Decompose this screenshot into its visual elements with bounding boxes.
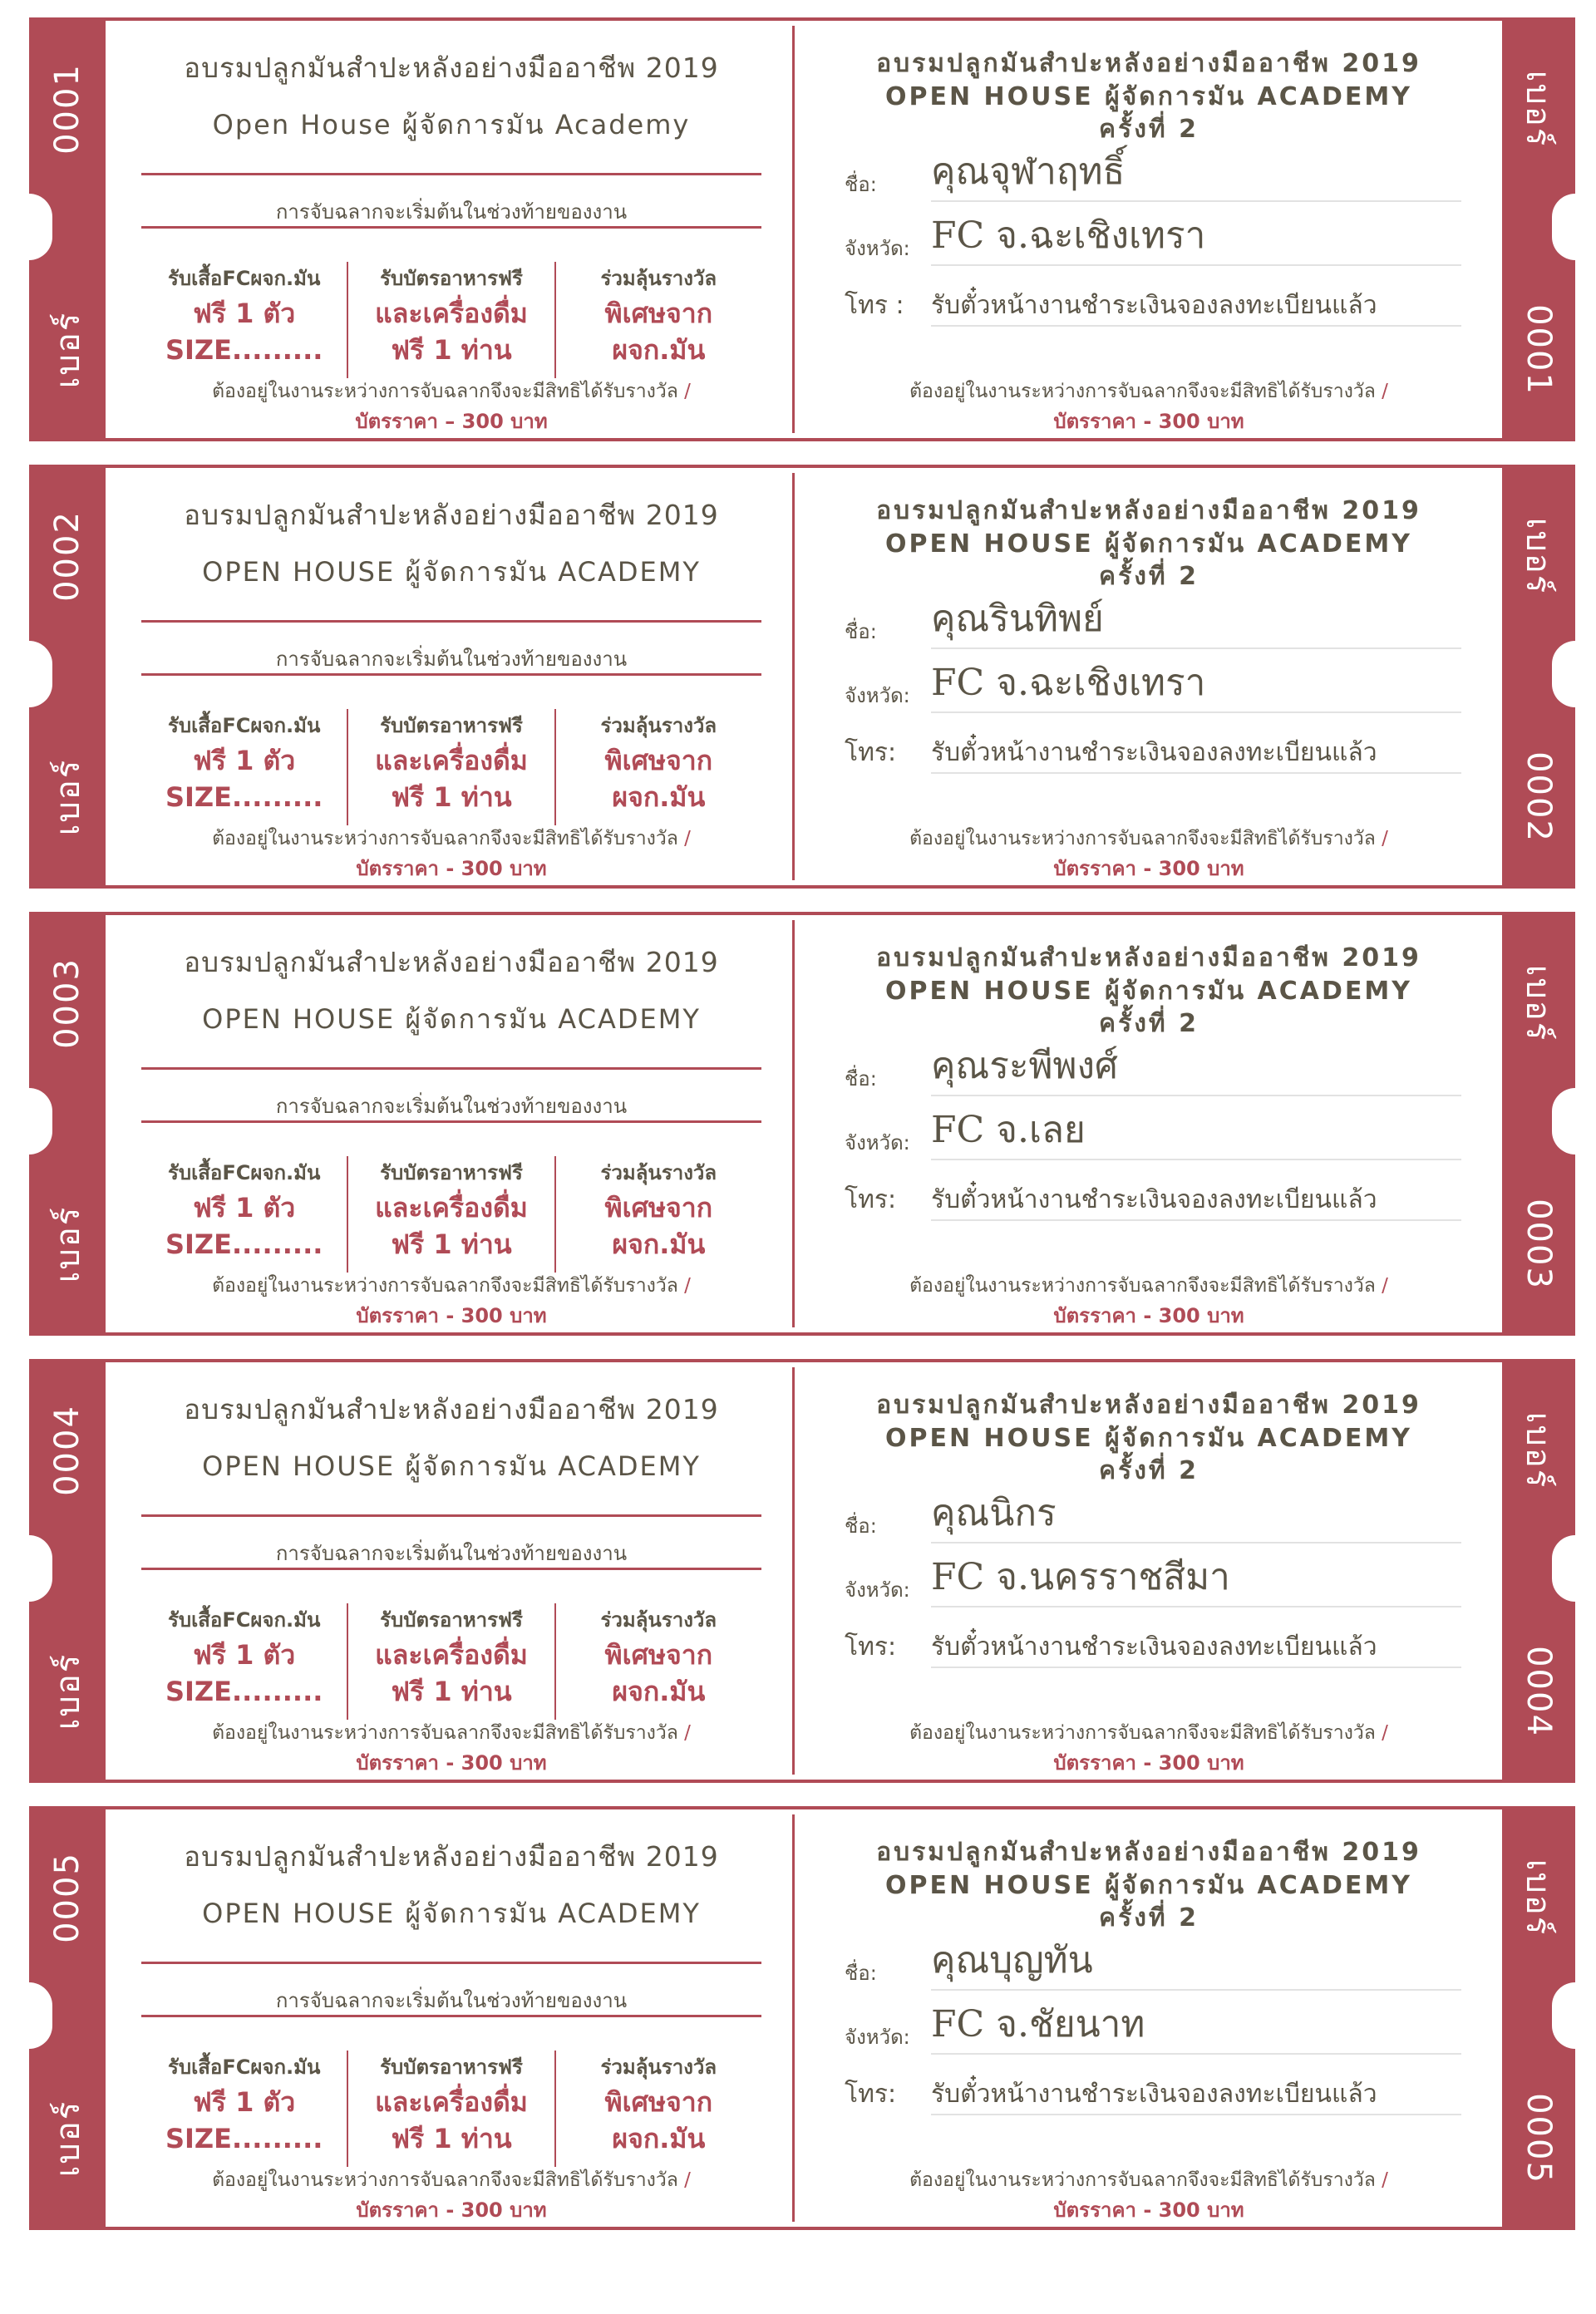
benefit-line: พิเศษจาก xyxy=(604,745,713,776)
footer-note-text: ต้องอยู่ในงานระหว่างการจับฉลากจึงจะมีสิทธิได้รับรางวัล xyxy=(212,2169,678,2191)
phone-field xyxy=(845,278,1461,328)
footer-note-text: ต้องอยู่ในงานระหว่างการจับฉลากจึงจะมีสิทธิได้รับรางวัล xyxy=(909,1275,1376,1297)
ticket-number-label: เบอร์ xyxy=(49,1652,87,1731)
ticket-price: บัตรราคา - 300 บาท xyxy=(1053,1304,1244,1327)
footer-slash: / xyxy=(1382,2169,1388,2191)
footer-slash: / xyxy=(1382,1275,1388,1297)
ticket xyxy=(29,465,1575,889)
ticket-price: บัตรราคา - 300 บาท xyxy=(356,857,547,880)
event-subtitle: OPEN HOUSE ผู้จัดการมัน ACADEMY xyxy=(202,1003,701,1035)
footer-slash: / xyxy=(684,1275,691,1297)
ticket-number-label: เบอร์ xyxy=(1519,517,1557,595)
province-label: จังหวัด: xyxy=(845,684,910,707)
benefit-line: SIZE......... xyxy=(165,1676,323,1707)
ticket-notch xyxy=(6,1982,52,2049)
benefit-header: รับเสื้อFCผจก.มัน xyxy=(167,1161,321,1184)
counterfoil-round: ครั้งที่ 2 xyxy=(1099,562,1199,591)
ticket-number: 0005 xyxy=(1520,2093,1558,2184)
footer-slash: / xyxy=(684,1722,691,1744)
phone-field xyxy=(845,1620,1461,1670)
benefit-prize xyxy=(554,709,761,825)
phone-value: รับตั๋วหน้างานชำระเงินจองลงทะเบียนแล้ว xyxy=(931,286,1461,327)
ticket-number: 0005 xyxy=(48,1852,86,1943)
province-value: FC จ.ชัยนาท xyxy=(931,1995,1461,2055)
counterfoil-round: ครั้งที่ 2 xyxy=(1099,115,1199,144)
divider-line xyxy=(141,1067,761,1070)
phone-value: รับตั๋วหน้างานชำระเงินจองลงทะเบียนแล้ว xyxy=(931,733,1461,774)
footer-note xyxy=(795,377,1503,406)
ticket-counterfoil xyxy=(795,915,1503,1332)
ticket-number-label: เบอร์ xyxy=(1519,70,1557,148)
name-value: คุณนิกร xyxy=(931,1484,1461,1543)
event-subtitle: OPEN HOUSE ผู้จัดการมัน ACADEMY xyxy=(202,1450,701,1482)
province-value: FC จ.ฉะเชิงเทรา xyxy=(931,206,1461,266)
footer-note xyxy=(795,1718,1503,1748)
ticket-number: 0002 xyxy=(1520,751,1558,843)
benefit-food xyxy=(347,2051,554,2167)
benefit-header: รับบัตรอาหารฟรี xyxy=(380,714,523,737)
benefit-shirt xyxy=(141,709,347,825)
benefit-line: พิเศษจาก xyxy=(604,1639,713,1671)
footer-note xyxy=(141,2165,761,2195)
benefit-line: พิเศษจาก xyxy=(604,298,713,329)
benefit-header: ร่วมลุ้นรางวัล xyxy=(600,1608,717,1632)
benefit-line: ฟรี 1 ตัว xyxy=(193,1639,296,1671)
benefit-line: ฟรี 1 ตัว xyxy=(193,2086,296,2118)
benefit-line: ฟรี 1 ท่าน xyxy=(391,781,512,813)
draw-notice: การจับฉลากจะเริ่มต้นในช่วงท้ายของงาน xyxy=(275,200,628,224)
province-label: จังหวัด: xyxy=(845,237,910,260)
name-label: ชื่อ: xyxy=(845,620,877,643)
benefit-prize xyxy=(554,2051,761,2167)
benefit-line: และเครื่องดื่ม xyxy=(375,1639,528,1671)
ticket-stub-left xyxy=(29,1359,106,1783)
footer-slash: / xyxy=(1382,828,1388,849)
benefits xyxy=(141,1156,761,1273)
footer-slash: / xyxy=(1382,1722,1388,1744)
ticket-number-label: เบอร์ xyxy=(49,758,87,836)
phone-value: รับตั๋วหน้างานชำระเงินจองลงทะเบียนแล้ว xyxy=(931,1180,1461,1221)
ticket-number-label: เบอร์ xyxy=(49,1205,87,1283)
ticket-price: บัตรราคา - 300 บาท xyxy=(1053,1751,1244,1775)
benefit-prize xyxy=(554,1156,761,1273)
name-field xyxy=(845,150,1461,204)
ticket-notch xyxy=(6,194,52,260)
divider-line xyxy=(141,173,761,175)
benefit-line: ฟรี 1 ท่าน xyxy=(391,334,512,366)
benefit-prize xyxy=(554,1603,761,1720)
province-value: FC จ.ฉะเชิงเทรา xyxy=(931,653,1461,713)
ticket-notch xyxy=(1552,1982,1596,2049)
ticket-number: 0004 xyxy=(1520,1646,1558,1737)
phone-field xyxy=(845,1173,1461,1223)
footer-slash: / xyxy=(684,381,691,402)
footer-note-text: ต้องอยู่ในงานระหว่างการจับฉลากจึงจะมีสิทธิได้รับรางวัล xyxy=(212,381,678,402)
divider-line xyxy=(141,226,761,229)
ticket-notch xyxy=(1552,1535,1596,1602)
phone-field xyxy=(845,726,1461,775)
benefit-header: รับบัตรอาหารฟรี xyxy=(380,1161,523,1184)
footer-note-text: ต้องอยู่ในงานระหว่างการจับฉลากจึงจะมีสิทธิได้รับรางวัล xyxy=(909,1722,1376,1744)
ticket-main-section xyxy=(141,468,761,885)
ticket-notch xyxy=(6,641,52,707)
name-field xyxy=(845,1045,1461,1098)
ticket-stub-left xyxy=(29,1806,106,2230)
divider-line xyxy=(141,1120,761,1123)
draw-notice: การจับฉลากจะเริ่มต้นในช่วงท้ายของงาน xyxy=(275,647,628,671)
event-title: อบรมปลูกมันสำปะหลังอย่างมืออาชีพ 2019 xyxy=(184,52,719,84)
phone-label: โทร : xyxy=(845,291,904,320)
benefit-food xyxy=(347,262,554,378)
ticket-counterfoil xyxy=(795,1362,1503,1780)
event-subtitle: OPEN HOUSE ผู้จัดการมัน ACADEMY xyxy=(202,1898,701,1929)
name-field xyxy=(845,1492,1461,1545)
ticket xyxy=(29,912,1575,1336)
ticket-price: บัตรราคา - 300 บาท xyxy=(1053,857,1244,880)
benefits xyxy=(141,709,761,825)
counterfoil-title: อบรมปลูกมันสำปะหลังอย่างมืออาชีพ 2019 xyxy=(876,1391,1421,1420)
counterfoil-title: อบรมปลูกมันสำปะหลังอย่างมืออาชีพ 2019 xyxy=(876,49,1421,78)
province-field xyxy=(845,2003,1461,2056)
divider-line xyxy=(141,2015,761,2017)
benefit-line: ผจก.มัน xyxy=(612,781,706,813)
footer-note-text: ต้องอยู่ในงานระหว่างการจับฉลากจึงจะมีสิทธิได้รับรางวัล xyxy=(909,828,1376,849)
ticket-number: 0001 xyxy=(48,63,86,155)
benefit-header: ร่วมลุ้นรางวัล xyxy=(600,2056,717,2079)
benefit-food xyxy=(347,1603,554,1720)
benefit-line: และเครื่องดื่ม xyxy=(375,745,528,776)
name-label: ชื่อ: xyxy=(845,1962,877,1985)
counterfoil-subtitle: OPEN HOUSE ผู้จัดการมัน ACADEMY xyxy=(885,1871,1412,1900)
benefit-header: รับเสื้อFCผจก.มัน xyxy=(167,714,321,737)
ticket-notch xyxy=(1552,194,1596,260)
benefit-line: ฟรี 1 ตัว xyxy=(193,1192,296,1223)
ticket-main-section xyxy=(141,1362,761,1780)
event-title: อบรมปลูกมันสำปะหลังอย่างมืออาชีพ 2019 xyxy=(184,499,719,531)
benefits xyxy=(141,262,761,378)
counterfoil-subtitle: OPEN HOUSE ผู้จัดการมัน ACADEMY xyxy=(885,1424,1412,1453)
ticket-price: บัตรราคา - 300 บาท xyxy=(1053,2198,1244,2222)
ticket-main-section xyxy=(141,915,761,1332)
ticket-counterfoil xyxy=(795,21,1503,438)
counterfoil-subtitle: OPEN HOUSE ผู้จัดการมัน ACADEMY xyxy=(885,529,1412,559)
ticket-counterfoil xyxy=(795,468,1503,885)
divider-line xyxy=(141,620,761,623)
benefit-shirt xyxy=(141,2051,347,2167)
benefit-line: ฟรี 1 ท่าน xyxy=(391,1676,512,1707)
footer-note xyxy=(795,1271,1503,1301)
ticket-stub-right xyxy=(1502,1359,1575,1783)
phone-label: โทร: xyxy=(845,1185,897,1214)
name-field xyxy=(845,598,1461,651)
ticket-number: 0003 xyxy=(48,958,86,1049)
footer-note-text: ต้องอยู่ในงานระหว่างการจับฉลากจึงจะมีสิทธิได้รับรางวัล xyxy=(909,381,1376,402)
footer-note-text: ต้องอยู่ในงานระหว่างการจับฉลากจึงจะมีสิทธิได้รับรางวัล xyxy=(212,1275,678,1297)
benefit-line: ผจก.มัน xyxy=(612,1228,706,1260)
ticket xyxy=(29,1359,1575,1783)
counterfoil-round: ครั้งที่ 2 xyxy=(1099,1009,1199,1038)
benefit-shirt xyxy=(141,1603,347,1720)
event-title: อบรมปลูกมันสำปะหลังอย่างมืออาชีพ 2019 xyxy=(184,1393,719,1425)
benefits xyxy=(141,1603,761,1720)
event-title: อบรมปลูกมันสำปะหลังอย่างมืออาชีพ 2019 xyxy=(184,946,719,978)
ticket-number-label: เบอร์ xyxy=(49,311,87,389)
footer-note xyxy=(795,2165,1503,2195)
ticket-price: บัตรราคา - 300 บาท xyxy=(1053,410,1244,433)
benefit-line: พิเศษจาก xyxy=(604,1192,713,1223)
benefit-prize xyxy=(554,262,761,378)
counterfoil-title: อบรมปลูกมันสำปะหลังอย่างมืออาชีพ 2019 xyxy=(876,1838,1421,1867)
province-value: FC จ.เลย xyxy=(931,1100,1461,1160)
benefit-header: รับบัตรอาหารฟรี xyxy=(380,267,523,290)
ticket-notch xyxy=(6,1088,52,1155)
ticket-number-label: เบอร์ xyxy=(49,2100,87,2178)
ticket-stub-right xyxy=(1502,1806,1575,2230)
phone-value: รับตั๋วหน้างานชำระเงินจองลงทะเบียนแล้ว xyxy=(931,2075,1461,2115)
event-title: อบรมปลูกมันสำปะหลังอย่างมืออาชีพ 2019 xyxy=(184,1840,719,1873)
benefit-line: SIZE......... xyxy=(165,781,323,813)
ticket-notch xyxy=(1552,641,1596,707)
ticket-price: บัตรราคา – 300 บาท xyxy=(355,410,548,433)
ticket-number: 0002 xyxy=(48,510,86,602)
benefit-shirt xyxy=(141,1156,347,1273)
benefit-shirt xyxy=(141,262,347,378)
ticket-number-label: เบอร์ xyxy=(1519,1859,1557,1937)
divider-line xyxy=(141,673,761,676)
ticket-number: 0004 xyxy=(48,1405,86,1496)
benefits xyxy=(141,2051,761,2167)
benefit-header: รับบัตรอาหารฟรี xyxy=(380,1608,523,1632)
benefit-line: และเครื่องดื่ม xyxy=(375,2086,528,2118)
ticket-price: บัตรราคา - 300 บาท xyxy=(356,1751,547,1775)
province-label: จังหวัด: xyxy=(845,1131,910,1155)
province-value: FC จ.นครราชสีมา xyxy=(931,1548,1461,1607)
ticket-stub-left xyxy=(29,912,106,1336)
draw-notice: การจับฉลากจะเริ่มต้นในช่วงท้ายของงาน xyxy=(275,1989,628,2012)
footer-note xyxy=(141,377,761,406)
benefit-line: พิเศษจาก xyxy=(604,2086,713,2118)
ticket-number: 0001 xyxy=(1520,304,1558,396)
benefit-line: และเครื่องดื่ม xyxy=(375,298,528,329)
name-value: คุณระพีพงศ์ xyxy=(931,1036,1461,1096)
benefit-line: ฟรี 1 ท่าน xyxy=(391,2123,512,2154)
divider-line xyxy=(141,1962,761,1964)
name-label: ชื่อ: xyxy=(845,1514,877,1538)
divider-line xyxy=(141,1568,761,1570)
name-value: คุณรินทิพย์ xyxy=(931,589,1461,649)
phone-field xyxy=(845,2067,1461,2117)
phone-value: รับตั๋วหน้างานชำระเงินจองลงทะเบียนแล้ว xyxy=(931,1627,1461,1668)
province-label: จังหวัด: xyxy=(845,1578,910,1602)
phone-label: โทร: xyxy=(845,1632,897,1662)
ticket-number-label: เบอร์ xyxy=(1519,1411,1557,1489)
draw-notice: การจับฉลากจะเริ่มต้นในช่วงท้ายของงาน xyxy=(275,1095,628,1118)
ticket-price: บัตรราคา - 300 บาท xyxy=(356,2198,547,2222)
counterfoil-subtitle: OPEN HOUSE ผู้จัดการมัน ACADEMY xyxy=(885,977,1412,1006)
counterfoil-title: อบรมปลูกมันสำปะหลังอย่างมืออาชีพ 2019 xyxy=(876,496,1421,525)
benefit-header: ร่วมลุ้นรางวัล xyxy=(600,267,717,290)
counterfoil-round: ครั้งที่ 2 xyxy=(1099,1456,1199,1485)
ticket-stub-left xyxy=(29,465,106,889)
province-field xyxy=(845,662,1461,715)
event-subtitle: OPEN HOUSE ผู้จัดการมัน ACADEMY xyxy=(202,556,701,588)
footer-note xyxy=(141,1718,761,1748)
name-label: ชื่อ: xyxy=(845,173,877,196)
footer-note xyxy=(141,1271,761,1301)
province-field xyxy=(845,1109,1461,1162)
benefit-header: ร่วมลุ้นรางวัล xyxy=(600,1161,717,1184)
ticket-stub-right xyxy=(1502,465,1575,889)
footer-note-text: ต้องอยู่ในงานระหว่างการจับฉลากจึงจะมีสิทธิได้รับรางวัล xyxy=(212,1722,678,1744)
footer-note-text: ต้องอยู่ในงานระหว่างการจับฉลากจึงจะมีสิทธิได้รับรางวัล xyxy=(909,2169,1376,2191)
benefit-line: SIZE......... xyxy=(165,334,323,366)
counterfoil-title: อบรมปลูกมันสำปะหลังอย่างมืออาชีพ 2019 xyxy=(876,943,1421,972)
footer-slash: / xyxy=(684,2169,691,2191)
ticket-number-label: เบอร์ xyxy=(1519,964,1557,1042)
benefit-line: ฟรี 1 ท่าน xyxy=(391,1228,512,1260)
ticket-number: 0003 xyxy=(1520,1199,1558,1290)
province-field xyxy=(845,214,1461,268)
divider-line xyxy=(141,1514,761,1517)
event-subtitle: Open House ผู้จัดการมัน Academy xyxy=(212,109,691,140)
counterfoil-round: ครั้งที่ 2 xyxy=(1099,1903,1199,1932)
benefit-line: ฟรี 1 ตัว xyxy=(193,298,296,329)
benefit-food xyxy=(347,709,554,825)
footer-note xyxy=(795,824,1503,854)
draw-notice: การจับฉลากจะเริ่มต้นในช่วงท้ายของงาน xyxy=(275,1542,628,1565)
ticket-counterfoil xyxy=(795,1809,1503,2227)
benefit-line: SIZE......... xyxy=(165,2123,323,2154)
name-value: คุณจุฬาฤทธิ์ xyxy=(931,142,1461,202)
benefit-line: ผจก.มัน xyxy=(612,334,706,366)
phone-label: โทร: xyxy=(845,2080,897,2109)
benefit-header: ร่วมลุ้นรางวัล xyxy=(600,714,717,737)
province-field xyxy=(845,1556,1461,1609)
footer-slash: / xyxy=(684,828,691,849)
benefit-header: รับบัตรอาหารฟรี xyxy=(380,2056,523,2079)
phone-label: โทร: xyxy=(845,738,897,767)
ticket-notch xyxy=(1552,1088,1596,1155)
ticket-main-section xyxy=(141,1809,761,2227)
benefit-food xyxy=(347,1156,554,1273)
benefit-header: รับเสื้อFCผจก.มัน xyxy=(167,1608,321,1632)
footer-note-text: ต้องอยู่ในงานระหว่างการจับฉลากจึงจะมีสิทธิได้รับรางวัล xyxy=(212,828,678,849)
benefit-line: SIZE......... xyxy=(165,1228,323,1260)
footer-slash: / xyxy=(1382,381,1388,402)
name-field xyxy=(845,1939,1461,1992)
province-label: จังหวัด: xyxy=(845,2026,910,2049)
footer-note xyxy=(141,824,761,854)
benefit-line: ผจก.มัน xyxy=(612,2123,706,2154)
counterfoil-subtitle: OPEN HOUSE ผู้จัดการมัน ACADEMY xyxy=(885,82,1412,111)
ticket-stub-right xyxy=(1502,912,1575,1336)
ticket-stub-left xyxy=(29,17,106,441)
ticket-stub-right xyxy=(1502,17,1575,441)
ticket-notch xyxy=(6,1535,52,1602)
benefit-line: ผจก.มัน xyxy=(612,1676,706,1707)
name-value: คุณบุญทัน xyxy=(931,1931,1461,1991)
ticket-price: บัตรราคา - 300 บาท xyxy=(356,1304,547,1327)
benefit-line: ฟรี 1 ตัว xyxy=(193,745,296,776)
benefit-header: รับเสื้อFCผจก.มัน xyxy=(167,267,321,290)
ticket xyxy=(29,1806,1575,2230)
ticket xyxy=(29,17,1575,441)
benefit-header: รับเสื้อFCผจก.มัน xyxy=(167,2056,321,2079)
name-label: ชื่อ: xyxy=(845,1067,877,1091)
ticket-main-section xyxy=(141,21,761,438)
benefit-line: และเครื่องดื่ม xyxy=(375,1192,528,1223)
